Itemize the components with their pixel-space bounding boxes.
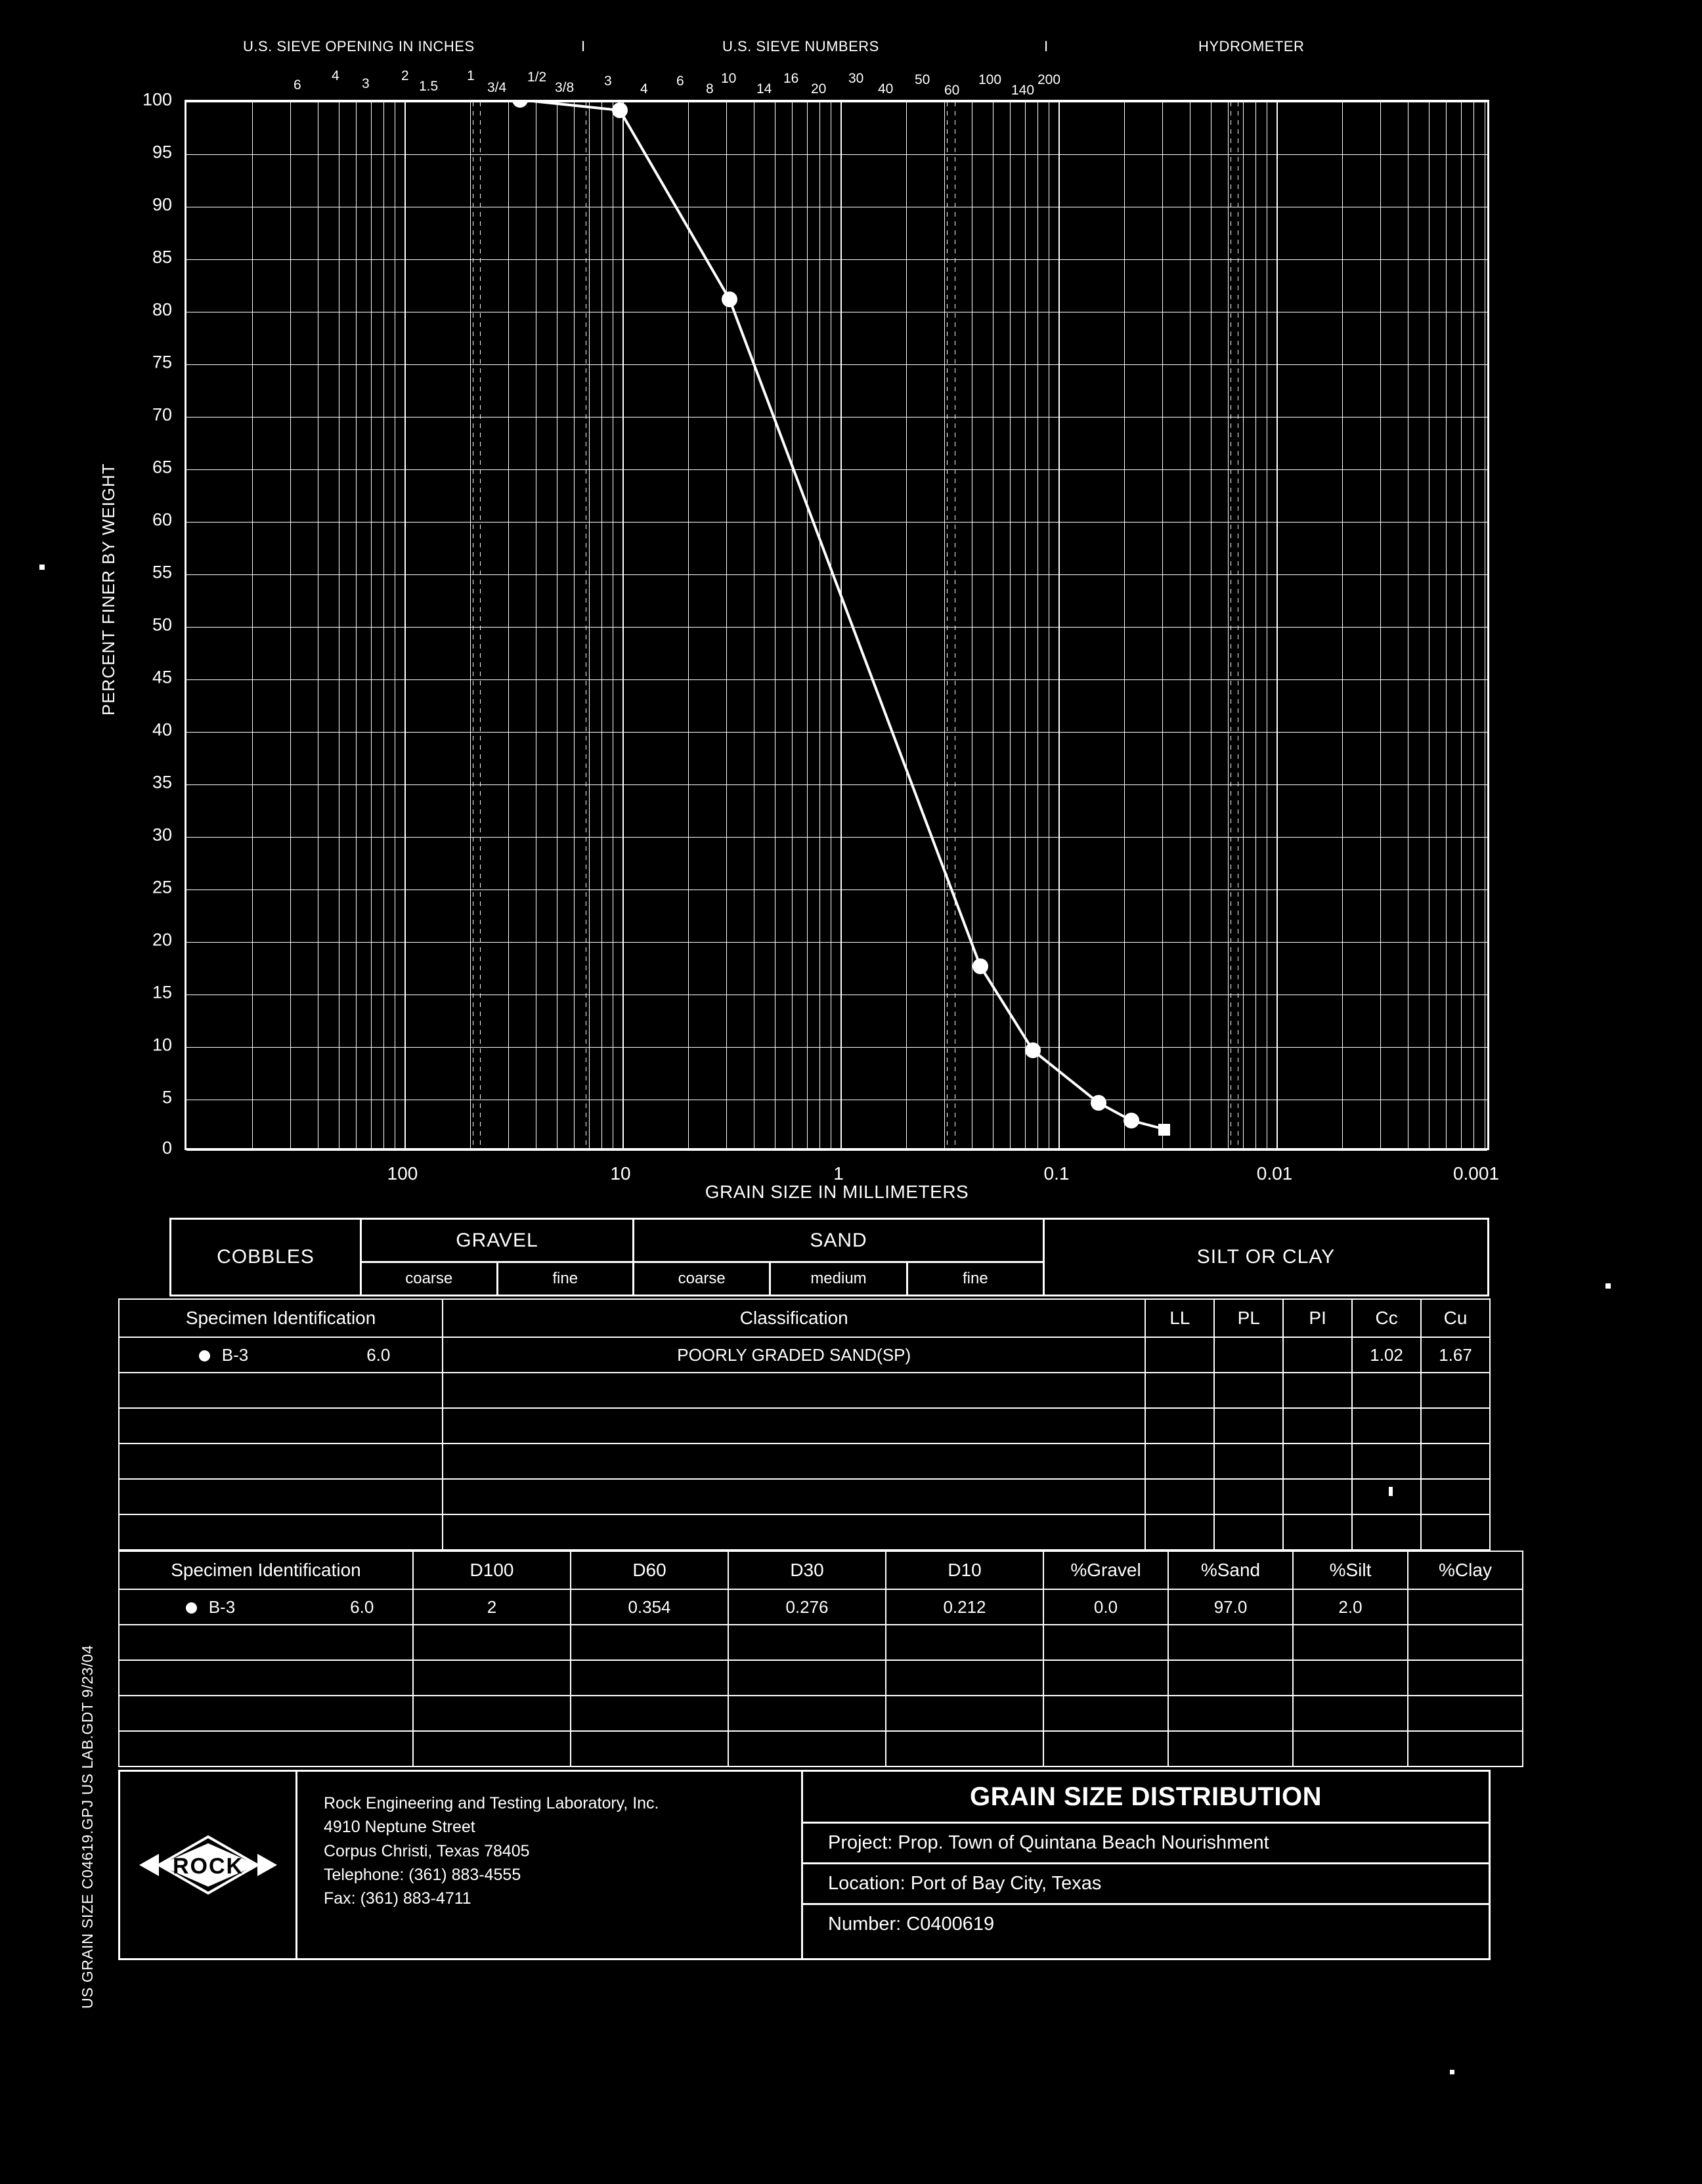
sieve-inch-tick: 3/4	[487, 80, 507, 95]
cell-d30	[728, 1696, 886, 1731]
table-row	[119, 1444, 1490, 1479]
y-tick-label: 50	[152, 614, 172, 635]
cell-pct-clay	[1408, 1625, 1523, 1660]
cell-d100	[413, 1696, 571, 1731]
cell-specimen	[119, 1625, 413, 1660]
cell-pct-silt	[1293, 1660, 1408, 1696]
x-tick-label: 10	[610, 1163, 631, 1184]
band-sand-medium: medium	[771, 1263, 907, 1295]
col-pl: PL	[1214, 1299, 1283, 1337]
cell-d100	[413, 1625, 571, 1660]
col-pi: PI	[1283, 1299, 1352, 1337]
cell-ll	[1145, 1444, 1214, 1479]
y-tick-label: 95	[152, 142, 172, 162]
table-row	[119, 1373, 1490, 1408]
col-cc: Cc	[1352, 1299, 1421, 1337]
cell-specimen	[119, 1731, 413, 1766]
cell-cu	[1421, 1514, 1490, 1550]
cell-specimen	[119, 1479, 443, 1514]
col-classification: Classification	[443, 1299, 1145, 1337]
cell-ll	[1145, 1479, 1214, 1514]
table-row	[119, 1337, 1490, 1373]
cell-classification: POORLY GRADED SAND(SP)	[443, 1337, 1145, 1373]
cell-cu	[1421, 1444, 1490, 1479]
table-row	[119, 1479, 1490, 1514]
sieve-inch-tick: 3/8	[555, 80, 575, 95]
table-row	[119, 1589, 1523, 1625]
cell-cc	[1352, 1479, 1421, 1514]
y-tick-label: 5	[162, 1087, 172, 1107]
cell-ll	[1145, 1337, 1214, 1373]
cell-pct-silt	[1293, 1731, 1408, 1766]
y-tick-label: 0	[162, 1138, 172, 1158]
cell-d10	[886, 1660, 1043, 1696]
band-sand-coarse: coarse	[634, 1263, 771, 1295]
y-tick-label: 35	[152, 772, 172, 792]
location-line: Location: Port of Bay City, Texas	[803, 1864, 1489, 1905]
series-marker-icon	[186, 1602, 197, 1614]
y-tick-label: 70	[152, 404, 172, 425]
cell-cc	[1352, 1373, 1421, 1408]
sieve-opening-inches-label: U.S. SIEVE OPENING IN INCHES	[243, 38, 475, 54]
file-reference-side-text: US GRAIN SIZE C04619.GPJ US LAB.GDT 9/23/04	[79, 1644, 96, 2009]
cell-pct-sand	[1168, 1696, 1293, 1731]
cell-cu	[1421, 1479, 1490, 1514]
col-pct-clay: %Clay	[1408, 1551, 1523, 1589]
company-street: 4910 Neptune Street	[324, 1818, 475, 1837]
header-separator-1: I	[581, 38, 586, 54]
sieve-inch-tick: 1.5	[419, 79, 439, 94]
scan-speck	[1389, 1487, 1393, 1496]
cell-cu	[1421, 1373, 1490, 1408]
y-tick-label: 20	[152, 930, 172, 950]
cell-d10	[886, 1731, 1043, 1766]
scan-speck	[1450, 2070, 1454, 2074]
cell-ll	[1145, 1408, 1214, 1444]
cell-d60	[571, 1625, 728, 1660]
sieve-number-tick: 30	[848, 71, 864, 86]
sieve-inch-tick: 1	[467, 68, 475, 83]
cell-specimen	[119, 1514, 443, 1550]
cell-pl	[1214, 1373, 1283, 1408]
y-tick-label: 100	[142, 89, 172, 110]
sieve-number-tick: 60	[944, 83, 960, 98]
cell-pct-silt	[1293, 1696, 1408, 1731]
sieve-number-tick: 3	[604, 74, 612, 89]
table-row	[119, 1696, 1523, 1731]
sieve-number-tick: 8	[706, 81, 714, 96]
cell-specimen	[119, 1696, 413, 1731]
x-axis-title: GRAIN SIZE IN MILLIMETERS	[705, 1182, 969, 1202]
x-tick-label: 0.01	[1256, 1163, 1293, 1184]
sieve-number-tick: 100	[978, 72, 1002, 87]
cell-d60: 0.354	[571, 1589, 728, 1625]
col-d30: D30	[728, 1551, 886, 1589]
cell-d60	[571, 1696, 728, 1731]
company-city: Corpus Christi, Texas 78405	[324, 1841, 530, 1860]
table-header-row	[119, 1299, 1490, 1337]
y-tick-label: 75	[152, 352, 172, 372]
cell-pl	[1214, 1444, 1283, 1479]
band-cobbles-label: COBBLES	[217, 1246, 315, 1268]
series-marker-icon	[199, 1350, 210, 1361]
cell-cc	[1352, 1408, 1421, 1444]
table-row	[119, 1408, 1490, 1444]
cell-pl	[1214, 1514, 1283, 1550]
col-specimen-identification: Specimen Identification	[119, 1551, 413, 1589]
cell-pct-clay	[1408, 1589, 1523, 1625]
cell-pct-gravel	[1043, 1660, 1168, 1696]
cell-pct-sand	[1168, 1625, 1293, 1660]
cell-pct-gravel: 0.0	[1043, 1589, 1168, 1625]
cell-specimen	[119, 1408, 443, 1444]
band-sand-label: SAND	[810, 1229, 867, 1251]
cell-pi	[1283, 1514, 1352, 1550]
band-sand-fine: fine	[962, 1270, 988, 1287]
cell-cc: 1.02	[1352, 1337, 1421, 1373]
x-tick-label: 1	[833, 1163, 844, 1184]
sieve-number-tick: 16	[783, 71, 799, 86]
cell-pct-gravel	[1043, 1731, 1168, 1766]
y-tick-label: 85	[152, 247, 172, 267]
document-title: GRAIN SIZE DISTRIBUTION	[803, 1772, 1489, 1824]
sieve-inch-tick: 6	[294, 77, 301, 93]
cell-specimen: B-3 6.0	[119, 1337, 443, 1373]
cell-d10	[886, 1696, 1043, 1731]
cell-d30	[728, 1625, 886, 1660]
cell-classification	[443, 1479, 1145, 1514]
y-tick-label: 80	[152, 299, 172, 320]
y-tick-label: 60	[152, 509, 172, 530]
x-tick-label: 0.001	[1452, 1163, 1500, 1184]
company-name: Rock Engineering and Testing Laboratory, Inc.	[324, 1794, 659, 1812]
col-ll: LL	[1145, 1299, 1214, 1337]
sieve-inch-tick: 1/2	[527, 70, 547, 85]
table-row	[119, 1731, 1523, 1766]
cell-classification	[443, 1373, 1145, 1408]
cell-d100	[413, 1660, 571, 1696]
document-description	[803, 1772, 1489, 1958]
y-tick-label: 30	[152, 824, 172, 845]
cell-specimen	[119, 1373, 443, 1408]
x-tick-label: 0.1	[1043, 1163, 1070, 1184]
cell-classification	[443, 1444, 1145, 1479]
cell-pct-clay	[1408, 1660, 1523, 1696]
band-gravel-label: GRAVEL	[456, 1229, 538, 1251]
gradation-table	[118, 1551, 1523, 1767]
band-gravel-coarse: coarse	[362, 1263, 498, 1295]
cell-d30	[728, 1660, 886, 1696]
scan-speck	[39, 565, 45, 570]
cell-d30	[728, 1731, 886, 1766]
sieve-number-tick: 200	[1037, 72, 1061, 87]
band-gravel-fine: fine	[552, 1270, 578, 1287]
cell-pct-gravel	[1043, 1625, 1168, 1660]
header-separator-2: I	[1044, 38, 1049, 54]
cell-cc	[1352, 1444, 1421, 1479]
sieve-number-tick: 20	[811, 81, 827, 96]
cell-pl	[1214, 1408, 1283, 1444]
sieve-number-tick: 50	[915, 72, 930, 87]
cell-classification	[443, 1408, 1145, 1444]
cell-specimen: B-3 6.0	[119, 1589, 413, 1625]
sieve-number-tick: 140	[1011, 83, 1035, 98]
cell-pi	[1283, 1479, 1352, 1514]
cell-pct-sand	[1168, 1731, 1293, 1766]
sieve-inch-tick: 2	[401, 68, 409, 83]
cell-ll	[1145, 1373, 1214, 1408]
y-axis-title: PERCENT FINER BY WEIGHT	[98, 463, 118, 716]
svg-text:ROCK: ROCK	[172, 1854, 244, 1879]
col-pct-sand: %Sand	[1168, 1551, 1293, 1589]
cell-d10: 0.212	[886, 1589, 1043, 1625]
project-line: Project: Prop. Town of Quintana Beach Nourishment	[803, 1824, 1489, 1864]
y-tick-label: 15	[152, 982, 172, 1002]
col-pct-gravel: %Gravel	[1043, 1551, 1168, 1589]
cell-pct-clay	[1408, 1696, 1523, 1731]
col-d10: D10	[886, 1551, 1043, 1589]
table-row	[119, 1514, 1490, 1550]
table-row	[119, 1660, 1523, 1696]
cell-pct-sand	[1168, 1660, 1293, 1696]
cell-cu: 1.67	[1421, 1337, 1490, 1373]
col-specimen-identification: Specimen Identification	[119, 1299, 443, 1337]
cell-d60	[571, 1731, 728, 1766]
sieve-number-tick: 4	[640, 81, 648, 96]
cell-d100	[413, 1731, 571, 1766]
cell-d60	[571, 1660, 728, 1696]
col-pct-silt: %Silt	[1293, 1551, 1408, 1589]
band-silt-or-clay-label: SILT OR CLAY	[1196, 1246, 1336, 1268]
sieve-number-tick: 40	[878, 81, 894, 96]
company-logo	[120, 1772, 297, 1958]
cell-ll	[1145, 1514, 1214, 1550]
y-tick-label: 45	[152, 667, 172, 687]
title-block	[118, 1770, 1491, 1960]
cell-d30: 0.276	[728, 1589, 886, 1625]
grain-size-chart	[185, 100, 1489, 1150]
table-header-row	[119, 1551, 1523, 1589]
y-tick-label: 10	[152, 1035, 172, 1055]
col-d100: D100	[413, 1551, 571, 1589]
cell-d100: 2	[413, 1589, 571, 1625]
cell-pct-gravel	[1043, 1696, 1168, 1731]
sieve-inch-tick: 4	[332, 68, 339, 83]
scan-speck	[1605, 1283, 1611, 1289]
cell-cc	[1352, 1514, 1421, 1550]
cell-pl	[1214, 1337, 1283, 1373]
col-cu: Cu	[1421, 1299, 1490, 1337]
cell-pi	[1283, 1444, 1352, 1479]
cell-pct-silt	[1293, 1625, 1408, 1660]
cell-classification	[443, 1514, 1145, 1550]
cell-pct-clay	[1408, 1731, 1523, 1766]
hydrometer-label: HYDROMETER	[1198, 38, 1305, 54]
cell-cu	[1421, 1408, 1490, 1444]
cell-d10	[886, 1625, 1043, 1660]
y-tick-label: 65	[152, 457, 172, 477]
classification-table	[118, 1298, 1491, 1551]
sieve-number-tick: 14	[756, 81, 772, 96]
cell-specimen	[119, 1444, 443, 1479]
cell-pi	[1283, 1373, 1352, 1408]
company-address	[297, 1772, 803, 1958]
y-tick-label: 25	[152, 877, 172, 897]
sieve-inch-tick: 3	[362, 76, 370, 91]
cell-pct-silt: 2.0	[1293, 1589, 1408, 1625]
y-tick-label: 90	[152, 194, 172, 215]
soil-classification-band	[169, 1218, 1489, 1296]
cell-pct-sand: 97.0	[1168, 1589, 1293, 1625]
x-tick-label: 100	[387, 1163, 418, 1184]
company-telephone: Telephone: (361) 883-4555	[324, 1865, 521, 1884]
company-fax: Fax: (361) 883-4711	[324, 1889, 471, 1908]
table-row	[119, 1625, 1523, 1660]
y-tick-label: 55	[152, 562, 172, 582]
cell-pi	[1283, 1337, 1352, 1373]
sieve-number-tick: 6	[676, 74, 684, 89]
sieve-numbers-label: U.S. SIEVE NUMBERS	[722, 38, 879, 54]
number-line: Number: C0400619	[828, 1914, 995, 1935]
sieve-number-tick: 10	[721, 71, 737, 86]
col-d60: D60	[571, 1551, 728, 1589]
cell-pi	[1283, 1408, 1352, 1444]
cell-specimen	[119, 1660, 413, 1696]
y-tick-label: 40	[152, 719, 172, 740]
cell-pl	[1214, 1479, 1283, 1514]
